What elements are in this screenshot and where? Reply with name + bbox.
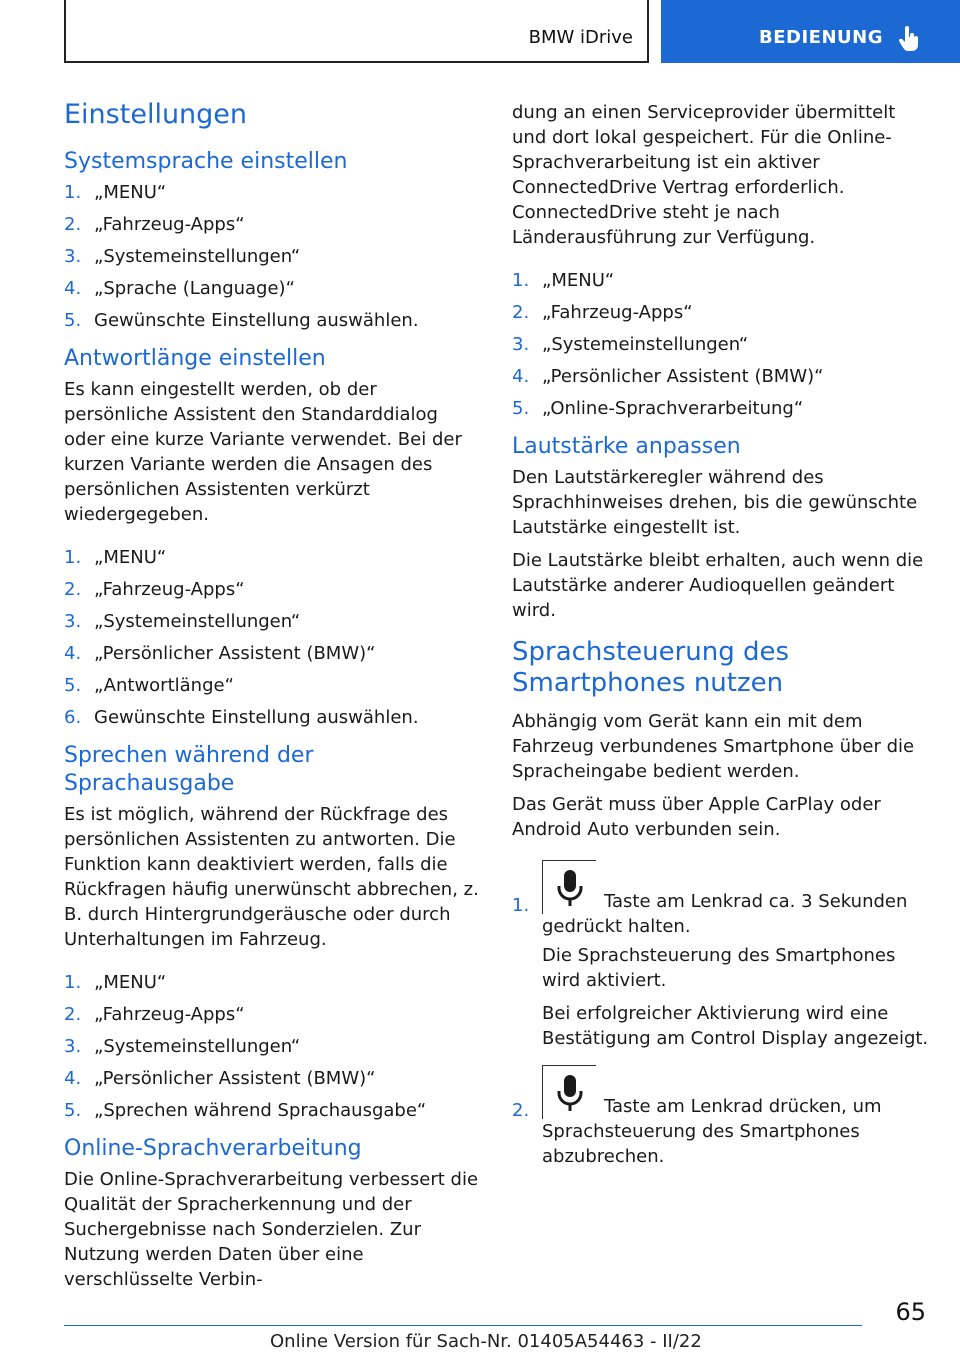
paragraph-lautstaerke-2: Die Lautstärke bleibt erhalten, auch wenn die Lautstärke anderer Audioquellen geändert wird.: [512, 550, 924, 621]
list-item: 5. „Sprechen während Sprachausgabe“: [64, 1100, 427, 1121]
heading-systemsprache: Systemsprache einstellen: [64, 149, 348, 174]
paragraph-continuation: dung an einen Serviceprovider übermittelt und dort lokal gespeichert. Für die Online-Sprachverarbeitung ist ein aktiver ConnectedDrive Vertrag erforderlich. ConnectedDrive steht je nach Länderausführung zur Verfügung.: [512, 102, 896, 248]
microphone-icon: [542, 1065, 596, 1119]
list-item: 3. „Systemeinstellungen“: [64, 246, 301, 267]
list-item: 3. „Systemeinstellungen“: [512, 334, 749, 355]
chapter-tab[interactable]: [661, 0, 960, 63]
footer-text: Online Version für Sach-Nr. 01405A54463 - II/22: [270, 1331, 702, 1352]
list-item: 2. „Fahrzeug-Apps“: [64, 579, 245, 600]
paragraph-smartphone-1: Abhängig vom Gerät kann ein mit dem Fahrzeug verbundenes Smartphone über die Spracheingabe bedient werden.: [512, 711, 915, 782]
header-book-box: [64, 0, 649, 63]
paragraph-online-sprachverarbeitung: Die Online-Sprachverarbeitung verbessert die Qualität der Spracherkennung und der Suchergebnisse nach Sonderzielen. Zur Nutzung werden Daten über eine verschlüsselte Verbin-: [64, 1169, 479, 1290]
heading-smartphone-sprachsteuerung: Sprachsteuerung des Smartphones nutzen: [512, 637, 790, 698]
heading-sprechen: Sprechen während der Sprachausgabe: [64, 743, 314, 796]
list-item: 5. „Online-Sprachverarbeitung“: [512, 398, 804, 419]
heading-antwortlaenge: Antwortlänge einstellen: [64, 346, 326, 371]
list-item: 5. Gewünschte Einstellung auswählen.: [64, 310, 419, 331]
list-item: 1. „MENU“: [64, 182, 167, 203]
list-item: 2. „Fahrzeug-Apps“: [64, 214, 245, 235]
list-smartphone-steps: [512, 860, 932, 1169]
footer-divider: [64, 1325, 862, 1326]
list-sprechen: [64, 970, 484, 1123]
list-online-sprachverarbeitung: [512, 268, 932, 421]
list-item: 2. „Fahrzeug-Apps“: [512, 302, 693, 323]
list-item: 4. „Sprache (Language)“: [64, 278, 295, 299]
list-antwortlaenge: [64, 545, 484, 730]
list-item: 5. „Antwortlänge“: [64, 675, 234, 696]
paragraph-lautstaerke-1: Den Lautstärkeregler während des Sprachhinweises drehen, bis die gewünschte Lautstärke eingestellt ist.: [512, 467, 918, 538]
step1-sub-2: Bei erfolgreicher Aktivierung wird eine Bestätigung am Control Display angezeigt.: [542, 1003, 929, 1049]
left-column: [64, 96, 484, 1300]
paragraph-sprechen: Es ist möglich, während der Rückfrage des persönlichen Assistenten zu antworten. Die Funktion kann deaktiviert werden, falls die Rückfragen häufig unerwünscht abbrechen, z. B. durch Hintergrundgeräusche oder durch Unterhaltungen im Fahrzeug.: [64, 804, 479, 950]
list-systemsprache: [64, 180, 484, 333]
list-item: 1. „MENU“: [512, 270, 615, 291]
hand-pointer-icon: [898, 26, 920, 56]
list-item: 1. „MENU“: [64, 547, 167, 568]
book-title: BMW iDrive: [528, 27, 633, 48]
list-item: 1. „MENU“: [64, 972, 167, 993]
paragraph-smartphone-2: Das Gerät muss über Apple CarPlay oder Android Auto verbunden sein.: [512, 794, 881, 840]
list-item: 6. Gewünschte Einstellung auswählen.: [64, 707, 419, 728]
chapter-tab-label: BEDIENUNG: [759, 27, 883, 48]
step1-sub-1: Die Sprachsteuerung des Smartphones wird aktiviert.: [542, 945, 896, 991]
heading-online-sprachverarbeitung: Online-Sprachverarbeitung: [64, 1136, 362, 1161]
list-item: 4. „Persönlicher Assistent (BMW)“: [64, 1068, 376, 1089]
microphone-icon: [542, 860, 596, 914]
page-title: Einstellungen: [64, 99, 248, 130]
list-item: 2. „Fahrzeug-Apps“: [64, 1004, 245, 1025]
right-column: [512, 100, 932, 1176]
page-number: 65: [895, 1298, 926, 1326]
list-item: 3. „Systemeinstellungen“: [64, 611, 301, 632]
list-item: 2. Taste am Lenkrad drücken, um Sprachsteuerung des Smartphones abzubrechen.: [512, 1065, 932, 1169]
list-item: 3. „Systemeinstellungen“: [64, 1036, 301, 1057]
list-item: 4. „Persönlicher Assistent (BMW)“: [64, 643, 376, 664]
heading-lautstaerke: Lautstärke anpassen: [512, 434, 741, 459]
list-item: 1. Taste am Lenkrad ca. 3 Sekunden gedrückt halten. Die Sprachsteuerung des Smartphones wird aktiviert. Bei erfolgreicher Aktivierung wird eine Bestätigung am Control Display angezeigt.: [512, 860, 932, 1051]
list-item: 4. „Persönlicher Assistent (BMW)“: [512, 366, 824, 387]
paragraph-antwortlaenge: Es kann eingestellt werden, ob der persönliche Assistent den Standarddialog oder eine kurze Variante verwendet. Bei der kurzen Variante werden die Ansagen des persönlichen Assistenten verkürzt wiedergegeben.: [64, 379, 462, 525]
